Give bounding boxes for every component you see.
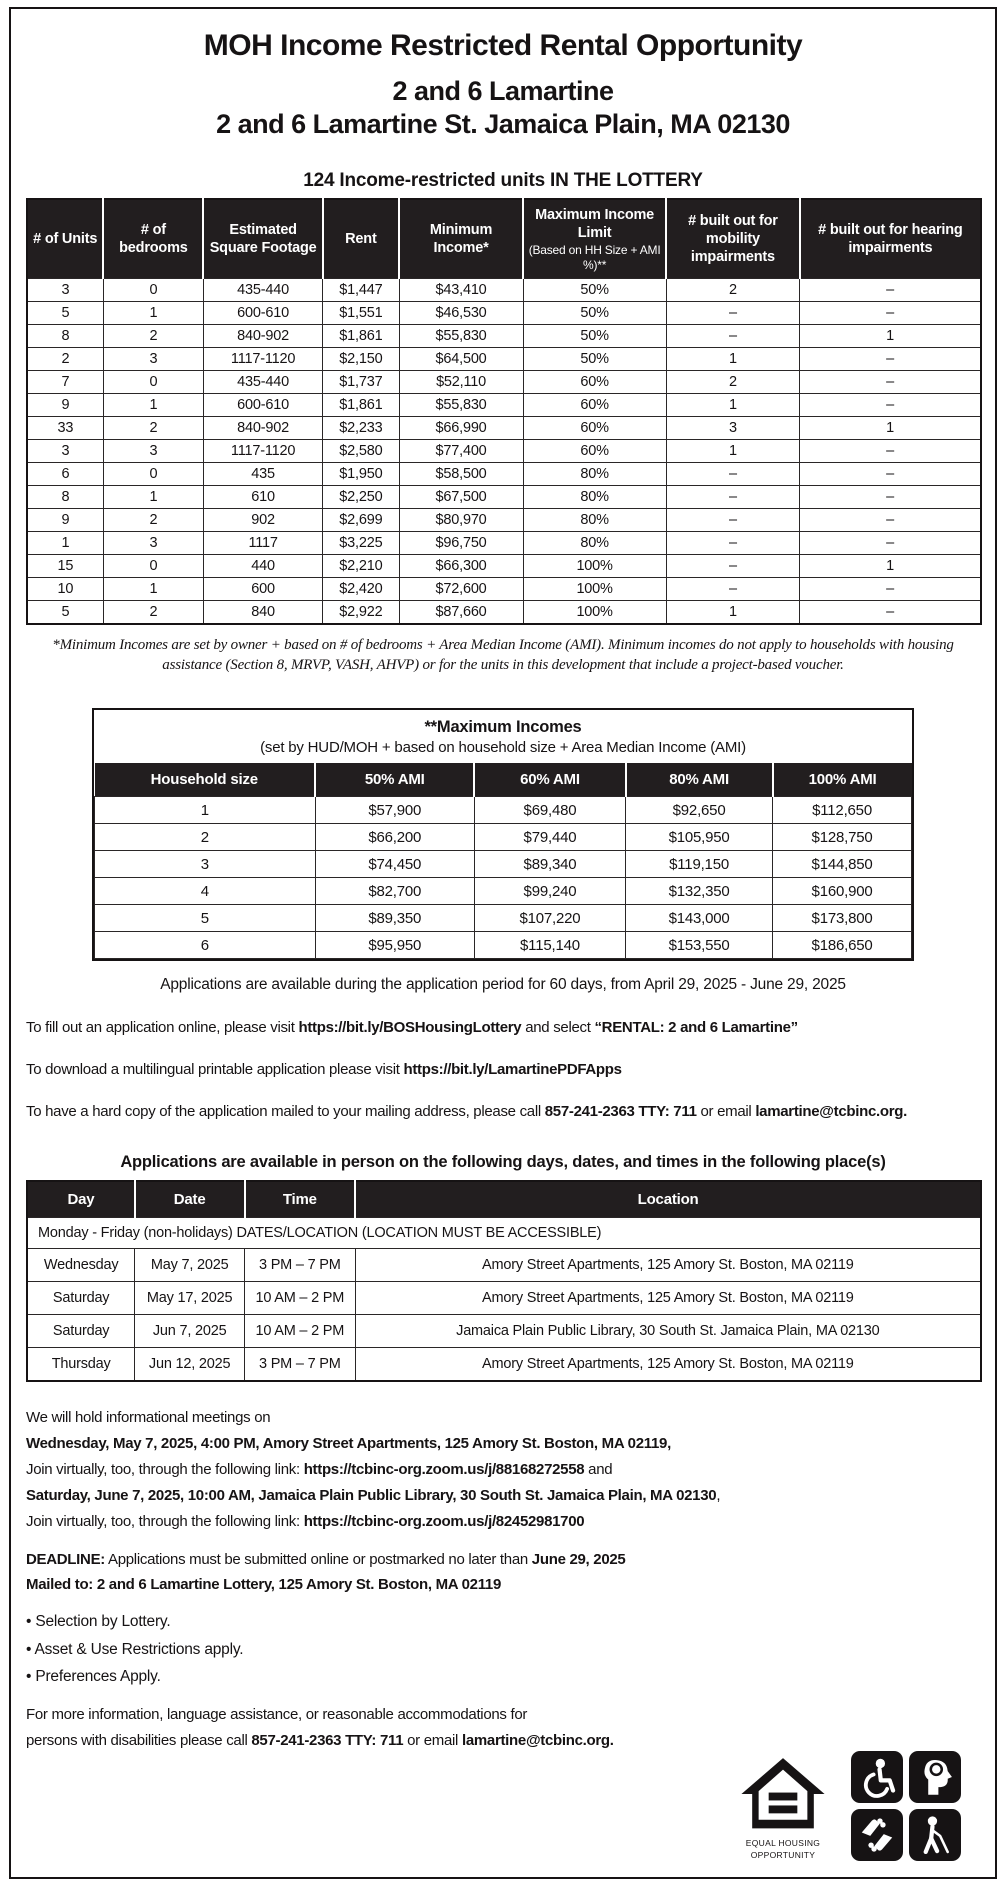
table-cell: $2,420: [323, 578, 399, 601]
table-cell: –: [800, 394, 981, 417]
table-cell: 3 PM – 7 PM: [245, 1249, 356, 1282]
table-cell: Jun 7, 2025: [135, 1315, 245, 1348]
table-cell: 3: [103, 532, 203, 555]
schedule-table: [26, 1180, 982, 1382]
table-cell: $87,660: [399, 601, 523, 625]
table-cell: 4: [95, 878, 316, 905]
table-row: [95, 851, 912, 878]
table-cell: 1: [103, 578, 203, 601]
table-cell: –: [666, 532, 800, 555]
table-header-row: [27, 1181, 981, 1218]
accessibility-icon-grid: [851, 1751, 961, 1861]
table-cell: $1,737: [323, 371, 399, 394]
table-cell: $128,750: [773, 824, 912, 851]
table-row: [27, 509, 981, 532]
table-cell: Amory Street Apartments, 125 Amory St. Boston, MA 02119: [355, 1249, 981, 1282]
text-segment: ,: [716, 1487, 721, 1505]
table-row: [27, 532, 981, 555]
table-cell: $1,551: [323, 302, 399, 325]
table-cell: 435-440: [203, 371, 322, 394]
table-cell: $95,950: [315, 932, 474, 959]
table-cell: 1: [666, 394, 800, 417]
table-cell: $2,233: [323, 417, 399, 440]
table-cell: 5: [27, 302, 103, 325]
table-cell: 440: [203, 555, 322, 578]
table-cell: $74,450: [315, 851, 474, 878]
table-cell: Amory Street Apartments, 125 Amory St. Boston, MA 02119: [355, 1348, 981, 1382]
table-row: [27, 279, 981, 302]
table-cell: $143,000: [626, 905, 773, 932]
table-cell: 1117-1120: [203, 348, 322, 371]
text-segment: Applications must be submitted online or postmarked no later than: [104, 1551, 532, 1569]
col-header-max-income-main: Maximum Income Limit: [535, 207, 655, 242]
table-row: [27, 555, 981, 578]
meeting-1: [26, 1431, 980, 1457]
table-cell: 5: [27, 601, 103, 625]
text-segment: Mailed to: 2 and 6 Lamartine Lottery, 125 Amory St. Boston, MA 02119: [26, 1575, 502, 1593]
max-income-table-header: [95, 763, 912, 797]
table-row: [27, 578, 981, 601]
table-cell: $1,861: [323, 394, 399, 417]
table-cell: $77,400: [399, 440, 523, 463]
table-cell: $69,480: [474, 797, 625, 824]
table-row: [95, 824, 912, 851]
table-cell: –: [800, 279, 981, 302]
eho-label-line-2: OPPORTUNITY: [750, 1850, 816, 1861]
schedule-heading: Applications are available in person on the following days, dates, and times in the following place(s): [120, 1153, 886, 1172]
text-segment: To fill out an application online, please visit: [26, 1019, 299, 1037]
table-cell: $79,440: [474, 824, 625, 851]
table-cell: $55,830: [399, 394, 523, 417]
table-cell: 60%: [523, 417, 666, 440]
table-cell: 3 PM – 7 PM: [245, 1348, 356, 1382]
table-cell: 1: [103, 302, 203, 325]
table-cell: $3,225: [323, 532, 399, 555]
table-cell: $92,650: [626, 797, 773, 824]
table-cell: –: [666, 555, 800, 578]
table-cell: 2: [666, 279, 800, 302]
table-cell: Amory Street Apartments, 125 Amory St. Boston, MA 02119: [355, 1282, 981, 1315]
table-cell: $58,500: [399, 463, 523, 486]
table-cell: 9: [27, 394, 103, 417]
table-cell: Thursday: [27, 1348, 135, 1382]
sign-language-icon: [851, 1809, 903, 1861]
table-row: [27, 1249, 981, 1282]
col-header-min-income: Minimum Income*: [399, 199, 523, 279]
table-cell: $99,240: [474, 878, 625, 905]
table-cell: $55,830: [399, 325, 523, 348]
table-cell: Jamaica Plain Public Library, 30 South St. Jamaica Plain, MA 02130: [355, 1315, 981, 1348]
meeting-2: [26, 1483, 980, 1509]
table-row: [95, 797, 912, 824]
apply-online-paragraph: [26, 1019, 980, 1036]
table-cell: $96,750: [399, 532, 523, 555]
col-header-time: Time: [245, 1181, 356, 1218]
table-cell: 6: [95, 932, 316, 959]
table-cell: 80%: [523, 532, 666, 555]
meetings-intro: [26, 1405, 980, 1431]
table-cell: $2,922: [323, 601, 399, 625]
table-cell: 2: [103, 417, 203, 440]
equal-housing-opportunity-logo: [731, 1756, 835, 1861]
table-cell: 6: [27, 463, 103, 486]
table-cell: 5: [95, 905, 316, 932]
table-cell: $66,300: [399, 555, 523, 578]
col-header-60-ami: 60% AMI: [474, 763, 625, 797]
table-cell: 2: [103, 325, 203, 348]
table-cell: 0: [103, 371, 203, 394]
table-cell: 3: [666, 417, 800, 440]
table-cell: 600-610: [203, 302, 322, 325]
deadline-block: [26, 1548, 980, 1597]
col-header-sqft: Estimated Square Footage: [203, 199, 322, 279]
table-cell: 10: [27, 578, 103, 601]
table-cell: Saturday: [27, 1282, 135, 1315]
col-header-max-income: [523, 199, 666, 279]
text-segment: Saturday, June 7, 2025, 10:00 AM, Jamaica Plain Public Library, 30 South St. Jamaica Plain, MA 02130: [26, 1487, 717, 1505]
cognitive-accessibility-icon: [909, 1751, 961, 1803]
table-cell: 435-440: [203, 279, 322, 302]
wheelchair-icon: [851, 1751, 903, 1803]
table-cell: 3: [95, 851, 316, 878]
table-cell: –: [800, 486, 981, 509]
table-cell: 50%: [523, 279, 666, 302]
table-cell: 600: [203, 578, 322, 601]
text-segment: or email: [403, 1731, 462, 1749]
table-cell: 33: [27, 417, 103, 440]
availability-line: Applications are available during the application period for 60 days, from April 29, 2025 - June 29, 2025: [160, 976, 846, 994]
table-cell: –: [800, 371, 981, 394]
table-cell: 7: [27, 371, 103, 394]
table-cell: $173,800: [773, 905, 912, 932]
table-cell: 100%: [523, 578, 666, 601]
table-cell: 100%: [523, 601, 666, 625]
table-cell: $52,110: [399, 371, 523, 394]
max-income-title: **Maximum Incomes: [424, 717, 582, 736]
table-row: [27, 348, 981, 371]
text-segment: https://bit.ly/BOSHousingLottery: [298, 1019, 522, 1037]
table-cell: –: [666, 509, 800, 532]
table-header-row: [27, 199, 981, 279]
apply-hardcopy-paragraph: [26, 1103, 980, 1120]
table-cell: 60%: [523, 371, 666, 394]
schedule-table-header: [27, 1181, 981, 1218]
table-cell: $66,200: [315, 824, 474, 851]
table-row: [27, 417, 981, 440]
max-income-table-wrapper: [92, 708, 914, 962]
col-header-80-ami: 80% AMI: [626, 763, 773, 797]
table-cell: 1: [666, 601, 800, 625]
table-cell: –: [800, 348, 981, 371]
text-segment: “RENTAL: 2 and 6 Lamartine”: [594, 1019, 798, 1037]
table-cell: $2,699: [323, 509, 399, 532]
table-cell: 0: [103, 555, 203, 578]
table-cell: 610: [203, 486, 322, 509]
table-cell: $64,500: [399, 348, 523, 371]
apply-printable-paragraph: [26, 1061, 980, 1078]
table-header-row: [95, 763, 912, 797]
table-cell: 600-610: [203, 394, 322, 417]
table-cell: 2: [103, 509, 203, 532]
table-cell: $57,900: [315, 797, 474, 824]
table-cell: 50%: [523, 302, 666, 325]
table-cell: 3: [27, 440, 103, 463]
mailed-to-line: [26, 1573, 980, 1598]
table-cell: May 17, 2025: [135, 1282, 245, 1315]
table-cell: 60%: [523, 394, 666, 417]
table-cell: $82,700: [315, 878, 474, 905]
col-header-50-ami: 50% AMI: [315, 763, 474, 797]
eho-label-line-1: EQUAL HOUSING: [745, 1838, 821, 1849]
col-header-rent: Rent: [323, 199, 399, 279]
table-cell: 0: [103, 463, 203, 486]
table-cell: –: [666, 486, 800, 509]
table-cell: 50%: [523, 325, 666, 348]
table-row: [95, 932, 912, 959]
table-row: [27, 1348, 981, 1382]
text-segment: Wednesday, May 7, 2025, 4:00 PM, Amory Street Apartments, 125 Amory St. Boston, MA 02119,: [26, 1435, 671, 1453]
col-header-household-size: Household size: [95, 763, 316, 797]
table-cell: –: [800, 463, 981, 486]
table-cell: 1: [800, 555, 981, 578]
table-row: [27, 440, 981, 463]
table-cell: 1: [800, 325, 981, 348]
table-cell: $89,350: [315, 905, 474, 932]
table-cell: 0: [103, 279, 203, 302]
max-income-title-block: [94, 710, 912, 764]
table-cell: $43,410: [399, 279, 523, 302]
text-segment: and select: [521, 1019, 595, 1037]
table-cell: –: [666, 325, 800, 348]
table-cell: $2,580: [323, 440, 399, 463]
col-header-date: Date: [135, 1181, 245, 1218]
text-segment: persons with disabilities please call: [26, 1731, 252, 1749]
col-header-mobility: # built out for mobility impairments: [666, 199, 800, 279]
table-row: [27, 1282, 981, 1315]
footer-info-line-2: [26, 1728, 726, 1754]
units-table-header: [27, 199, 981, 279]
table-cell: Wednesday: [27, 1249, 135, 1282]
table-cell: 1: [666, 348, 800, 371]
col-header-bedrooms: # of bedrooms: [103, 199, 203, 279]
text-segment: or email: [696, 1103, 756, 1121]
table-row: [27, 601, 981, 625]
table-cell: 2: [103, 601, 203, 625]
table-cell: $1,861: [323, 325, 399, 348]
table-cell: May 7, 2025: [135, 1249, 245, 1282]
bullet-preferences: • Preferences Apply.: [26, 1668, 161, 1686]
low-vision-icon: [909, 1809, 961, 1861]
table-row: [27, 463, 981, 486]
table-cell: $67,500: [399, 486, 523, 509]
table-row: [27, 1315, 981, 1348]
table-cell: 8: [27, 325, 103, 348]
table-cell: 3: [103, 348, 203, 371]
table-row: [27, 1218, 981, 1249]
schedule-note-cell: Monday - Friday (non-holidays) DATES/LOCATION (LOCATION MUST BE ACCESSIBLE): [27, 1218, 981, 1249]
text-segment: https://bit.ly/LamartinePDFApps: [403, 1061, 622, 1079]
bullet-lottery: • Selection by Lottery.: [26, 1613, 171, 1631]
table-cell: $2,250: [323, 486, 399, 509]
text-segment: lamartine@tcbinc.org.: [755, 1103, 908, 1121]
table-cell: –: [800, 532, 981, 555]
footer-logos: [731, 1751, 961, 1861]
table-cell: –: [666, 302, 800, 325]
table-cell: –: [800, 601, 981, 625]
max-income-table-body: [95, 797, 912, 959]
table-cell: $153,550: [626, 932, 773, 959]
table-cell: 9: [27, 509, 103, 532]
table-cell: $160,900: [773, 878, 912, 905]
text-segment: https://tcbinc-org.zoom.us/j/88168272558: [303, 1461, 585, 1479]
table-cell: –: [800, 440, 981, 463]
max-income-subtitle: (set by HUD/MOH + based on household size + Area Median Income (AMI): [260, 738, 746, 756]
table-cell: 1: [95, 797, 316, 824]
bullet-restrictions: • Asset & Use Restrictions apply.: [26, 1640, 244, 1658]
flyer-page: [9, 7, 997, 1879]
meeting-2-link: [26, 1509, 980, 1535]
table-cell: $119,150: [626, 851, 773, 878]
text-segment: 857-241-2363 TTY: 711: [544, 1103, 697, 1121]
deadline-line: [26, 1548, 980, 1573]
col-header-100-ami: 100% AMI: [773, 763, 912, 797]
col-header-units: # of Units: [27, 199, 103, 279]
table-cell: $105,950: [626, 824, 773, 851]
table-cell: $186,650: [773, 932, 912, 959]
table-cell: $46,530: [399, 302, 523, 325]
table-cell: $80,970: [399, 509, 523, 532]
table-cell: 3: [103, 440, 203, 463]
table-cell: 3: [27, 279, 103, 302]
units-table: [26, 198, 982, 625]
table-cell: –: [800, 509, 981, 532]
table-cell: –: [800, 578, 981, 601]
table-cell: 1: [666, 440, 800, 463]
table-cell: $107,220: [474, 905, 625, 932]
table-row: [27, 371, 981, 394]
table-cell: Jun 12, 2025: [135, 1348, 245, 1382]
table-cell: 840-902: [203, 417, 322, 440]
text-segment: We will hold informational meetings on: [26, 1409, 271, 1427]
text-segment: Join virtually, too, through the following link:: [26, 1513, 304, 1531]
col-header-max-income-sub: (Based on HH Size + AMI %)**: [528, 243, 661, 272]
table-cell: 10 AM – 2 PM: [245, 1282, 356, 1315]
table-cell: 2: [666, 371, 800, 394]
footer-info: [26, 1702, 726, 1754]
table-row: [27, 302, 981, 325]
table-cell: –: [800, 302, 981, 325]
table-cell: 1: [27, 532, 103, 555]
meeting-1-link: [26, 1457, 980, 1483]
text-segment: lamartine@tcbinc.org.: [461, 1731, 614, 1749]
table-row: [95, 878, 912, 905]
table-cell: 8: [27, 486, 103, 509]
table-cell: $72,600: [399, 578, 523, 601]
col-header-day: Day: [27, 1181, 135, 1218]
schedule-table-body: [27, 1249, 981, 1382]
table-cell: 80%: [523, 486, 666, 509]
text-segment: DEADLINE:: [26, 1551, 105, 1569]
bullet-list: [26, 1608, 980, 1691]
table-cell: 15: [27, 555, 103, 578]
table-cell: 1: [103, 486, 203, 509]
text-segment: For more information, language assistance, or reasonable accommodations for: [26, 1705, 528, 1723]
text-segment: June 29, 2025: [531, 1551, 626, 1569]
table-cell: $2,210: [323, 555, 399, 578]
text-segment: and: [584, 1461, 613, 1479]
table-cell: 100%: [523, 555, 666, 578]
page-title: MOH Income Restricted Rental Opportunity: [203, 29, 803, 62]
table-cell: 840: [203, 601, 322, 625]
schedule-note-body: [27, 1218, 981, 1249]
table-cell: $1,447: [323, 279, 399, 302]
table-cell: Saturday: [27, 1315, 135, 1348]
text-segment: To download a multilingual printable application please visit: [26, 1061, 404, 1079]
table-cell: 50%: [523, 348, 666, 371]
col-header-hearing: # built out for hearing impairments: [800, 199, 981, 279]
table-row: [27, 325, 981, 348]
text-segment: Join virtually, too, through the following link:: [26, 1461, 304, 1479]
table-cell: 1: [800, 417, 981, 440]
units-table-heading: 124 Income-restricted units IN THE LOTTERY: [303, 170, 703, 191]
property-address: 2 and 6 Lamartine St. Jamaica Plain, MA 02130: [216, 109, 790, 139]
text-segment: To have a hard copy of the application mailed to your mailing address, please call: [26, 1103, 545, 1121]
table-cell: 2: [27, 348, 103, 371]
table-cell: $2,150: [323, 348, 399, 371]
table-cell: 60%: [523, 440, 666, 463]
table-cell: 1117-1120: [203, 440, 322, 463]
property-name: 2 and 6 Lamartine: [392, 76, 614, 106]
table-cell: $112,650: [773, 797, 912, 824]
table-cell: $66,990: [399, 417, 523, 440]
table-cell: 435: [203, 463, 322, 486]
text-segment: https://tcbinc-org.zoom.us/j/82452981700: [303, 1513, 585, 1531]
table-cell: $132,350: [626, 878, 773, 905]
meetings-block: [26, 1405, 980, 1535]
table-cell: $115,140: [474, 932, 625, 959]
table-cell: 1: [103, 394, 203, 417]
table-cell: 10 AM – 2 PM: [245, 1315, 356, 1348]
minimum-income-footnote: *Minimum Incomes are set by owner + based on # of bedrooms + Area Median Income (AMI). Minimum incomes do not apply to households with housing assistance (Section 8, MRVP, VASH, AHVP) or for the units in this development that include a project-based voucher.: [52, 637, 954, 674]
table-cell: –: [666, 578, 800, 601]
text-segment: 857-241-2363 TTY: 711: [251, 1731, 404, 1749]
equal-housing-house-icon: [740, 1756, 826, 1832]
table-cell: $144,850: [773, 851, 912, 878]
table-cell: 80%: [523, 463, 666, 486]
col-header-location: Location: [355, 1181, 981, 1218]
table-row: [95, 905, 912, 932]
table-cell: 1117: [203, 532, 322, 555]
table-cell: 902: [203, 509, 322, 532]
table-row: [27, 394, 981, 417]
table-row: [27, 486, 981, 509]
table-cell: –: [666, 463, 800, 486]
table-cell: 840-902: [203, 325, 322, 348]
table-cell: $1,950: [323, 463, 399, 486]
units-table-body: [27, 279, 981, 625]
footer-info-line-1: [26, 1702, 726, 1728]
table-cell: 2: [95, 824, 316, 851]
table-cell: $89,340: [474, 851, 625, 878]
table-cell: 80%: [523, 509, 666, 532]
max-income-table: [94, 763, 912, 959]
